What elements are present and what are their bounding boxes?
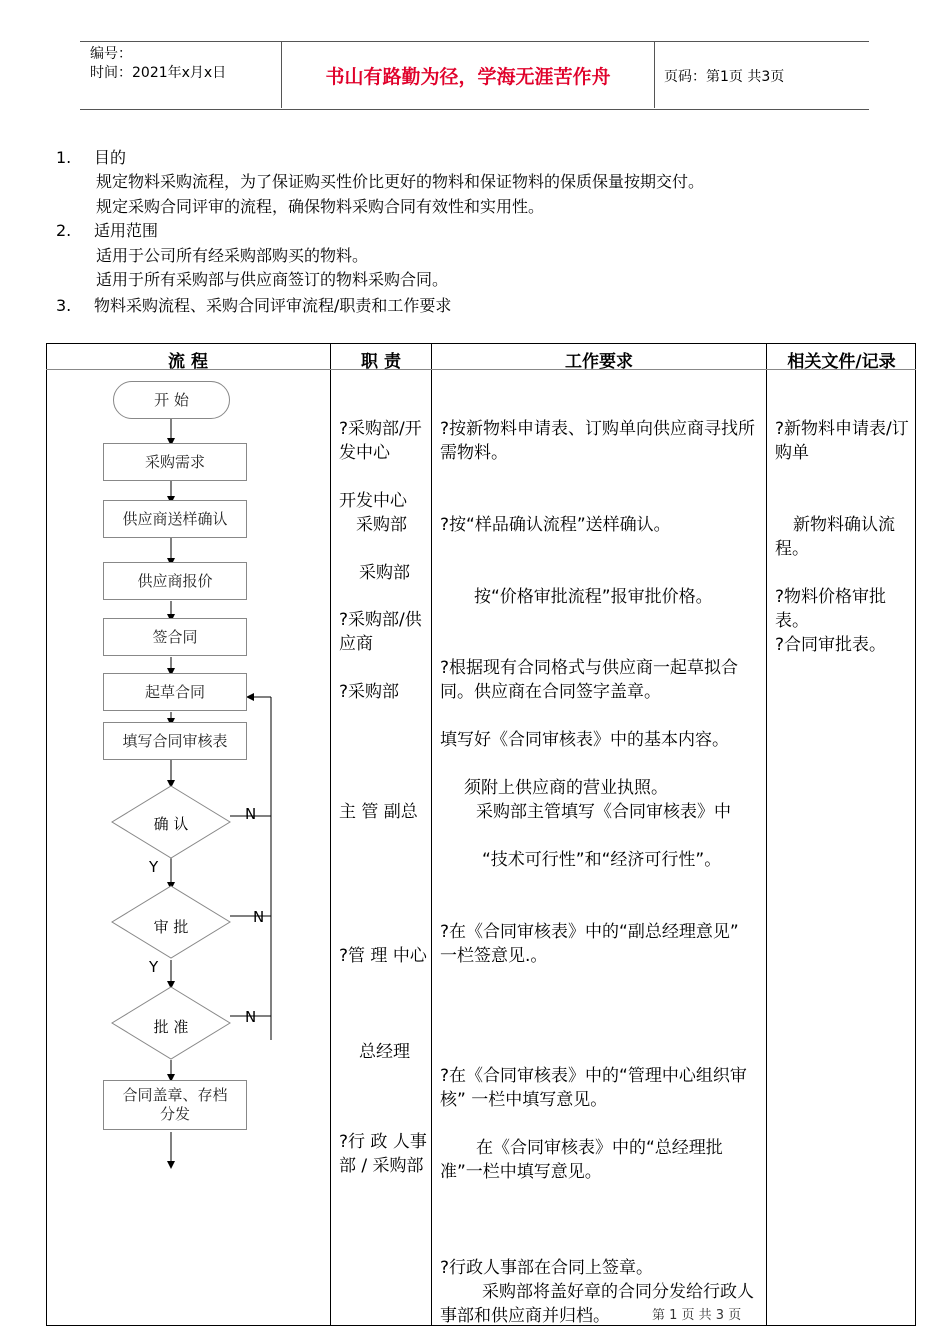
work-cell: 在《合同审核表》中的“总经理批准”一栏中填写意见。 [440,1138,723,1182]
header-motto: 书山有路勤为径，学海无涯苦作舟 [325,66,611,88]
work-cell: 按“价格审批流程”报审批价格。 [474,587,713,607]
section-number: 3. [56,296,72,315]
duty-cell: 采购部 [356,515,407,535]
column-header-work: 工作要求 [565,352,633,372]
duty-cell: ?采购部/开发中心 [339,419,422,463]
record-cell: 新物料确认流程。 [775,515,895,559]
work-cell: 须附上供应商的营业执照。 [464,778,668,798]
duty-cell: 开发中心 [339,491,407,511]
work-cell: ?根据现有合同格式与供应商一起草拟合同。供应商在合同签字盖章。 [440,658,739,702]
work-cell: ?按新物料申请表、订购单向供应商寻找所需物料。 [440,419,756,463]
document-date-label: 时间：2021年x月x日 [90,65,227,81]
flow-step: 起草合同 [103,673,247,711]
no-label: N [245,1008,257,1026]
section-number: 2. [56,221,72,240]
work-cell: 采购部将盖好章的合同分发给行政人事部和供应商并归档。 [440,1282,754,1326]
section-line: 适用于公司所有经采购部购买的物料。 [96,246,369,265]
work-cell: 采购部主管填写《合同审核表》中 [476,802,731,822]
column-header-duty: 职 责 [361,352,401,372]
flow-start: 开 始 [113,381,230,419]
duty-cell: ?行 政 人事 部 / 采购部 [339,1132,427,1176]
record-cell: ?物料价格审批表。 [775,587,887,631]
duty-cell: 主 管 副总 [339,802,418,822]
yes-label: Y [149,858,159,876]
work-cell: ?按“样品确认流程”送样确认。 [440,515,671,535]
column-divider [766,343,767,1326]
flow-step: 采购需求 [103,443,247,481]
duty-cell: 采购部 [359,563,410,583]
flow-step: 供应商报价 [103,562,247,600]
no-label: N [253,908,265,926]
duty-cell: ?管 理 中心 [339,946,427,966]
flow-step-final [103,1080,247,1130]
flow-step: 供应商送样确认 [103,500,247,538]
section-line: 规定物料采购流程，为了保证购买性价比更好的物料和保证物料的保质保量按期交付。 [96,172,705,191]
decision-label: 审 批 [153,918,189,936]
document-number-label: 编号： [90,46,132,62]
flow-step-final-line: 分发 [159,1105,190,1123]
decision-label: 批 准 [153,1018,189,1036]
work-cell: “技术可行性”和“经济可行性”。 [482,850,722,870]
header-divider [654,41,655,108]
column-divider [330,343,331,1326]
column-divider [431,343,432,1326]
footer-page-number: 第 1 页 共 3 页 [650,1304,743,1323]
work-cell: ?行政人事部在合同上签章。 [440,1258,654,1278]
section-title: 目的 [94,148,127,167]
flow-step: 签合同 [103,618,247,656]
decision-label: 确 认 [153,815,189,833]
section-number: 1. [56,148,72,167]
duty-cell: ?采购部 [339,682,400,702]
duty-cell: 总经理 [359,1042,410,1062]
yes-label: Y [149,958,159,976]
work-cell: ?在《合同审核表》中的“管理中心组织审核” 一栏中填写意见。 [440,1066,747,1110]
page-number-label: 页码：第1页 共3页 [664,69,785,85]
section-title: 物料采购流程、采购合同评审流程/职责和工作要求 [94,296,452,315]
flow-step-final-line: 合同盖章、存档 [122,1086,228,1104]
no-label: N [245,805,257,823]
column-header-flow: 流 程 [168,352,208,372]
record-cell: ?新物料申请表/订购单 [775,419,909,463]
column-header-records: 相关文件/记录 [787,352,896,372]
record-cell: ?合同审批表。 [775,635,887,655]
section-title: 适用范围 [94,221,159,240]
section-line: 适用于所有采购部与供应商签订的物料采购合同。 [96,270,449,289]
flow-step: 填写合同审核表 [103,722,247,760]
work-cell: 填写好《合同审核表》中的基本内容。 [440,730,729,750]
section-line: 规定采购合同评审的流程，确保物料采购合同有效性和实用性。 [96,197,545,216]
duty-cell: ?采购部/供应商 [339,610,422,654]
work-cell: ?在《合同审核表》中的“副总经理意见” 一栏签意见.。 [440,922,739,966]
